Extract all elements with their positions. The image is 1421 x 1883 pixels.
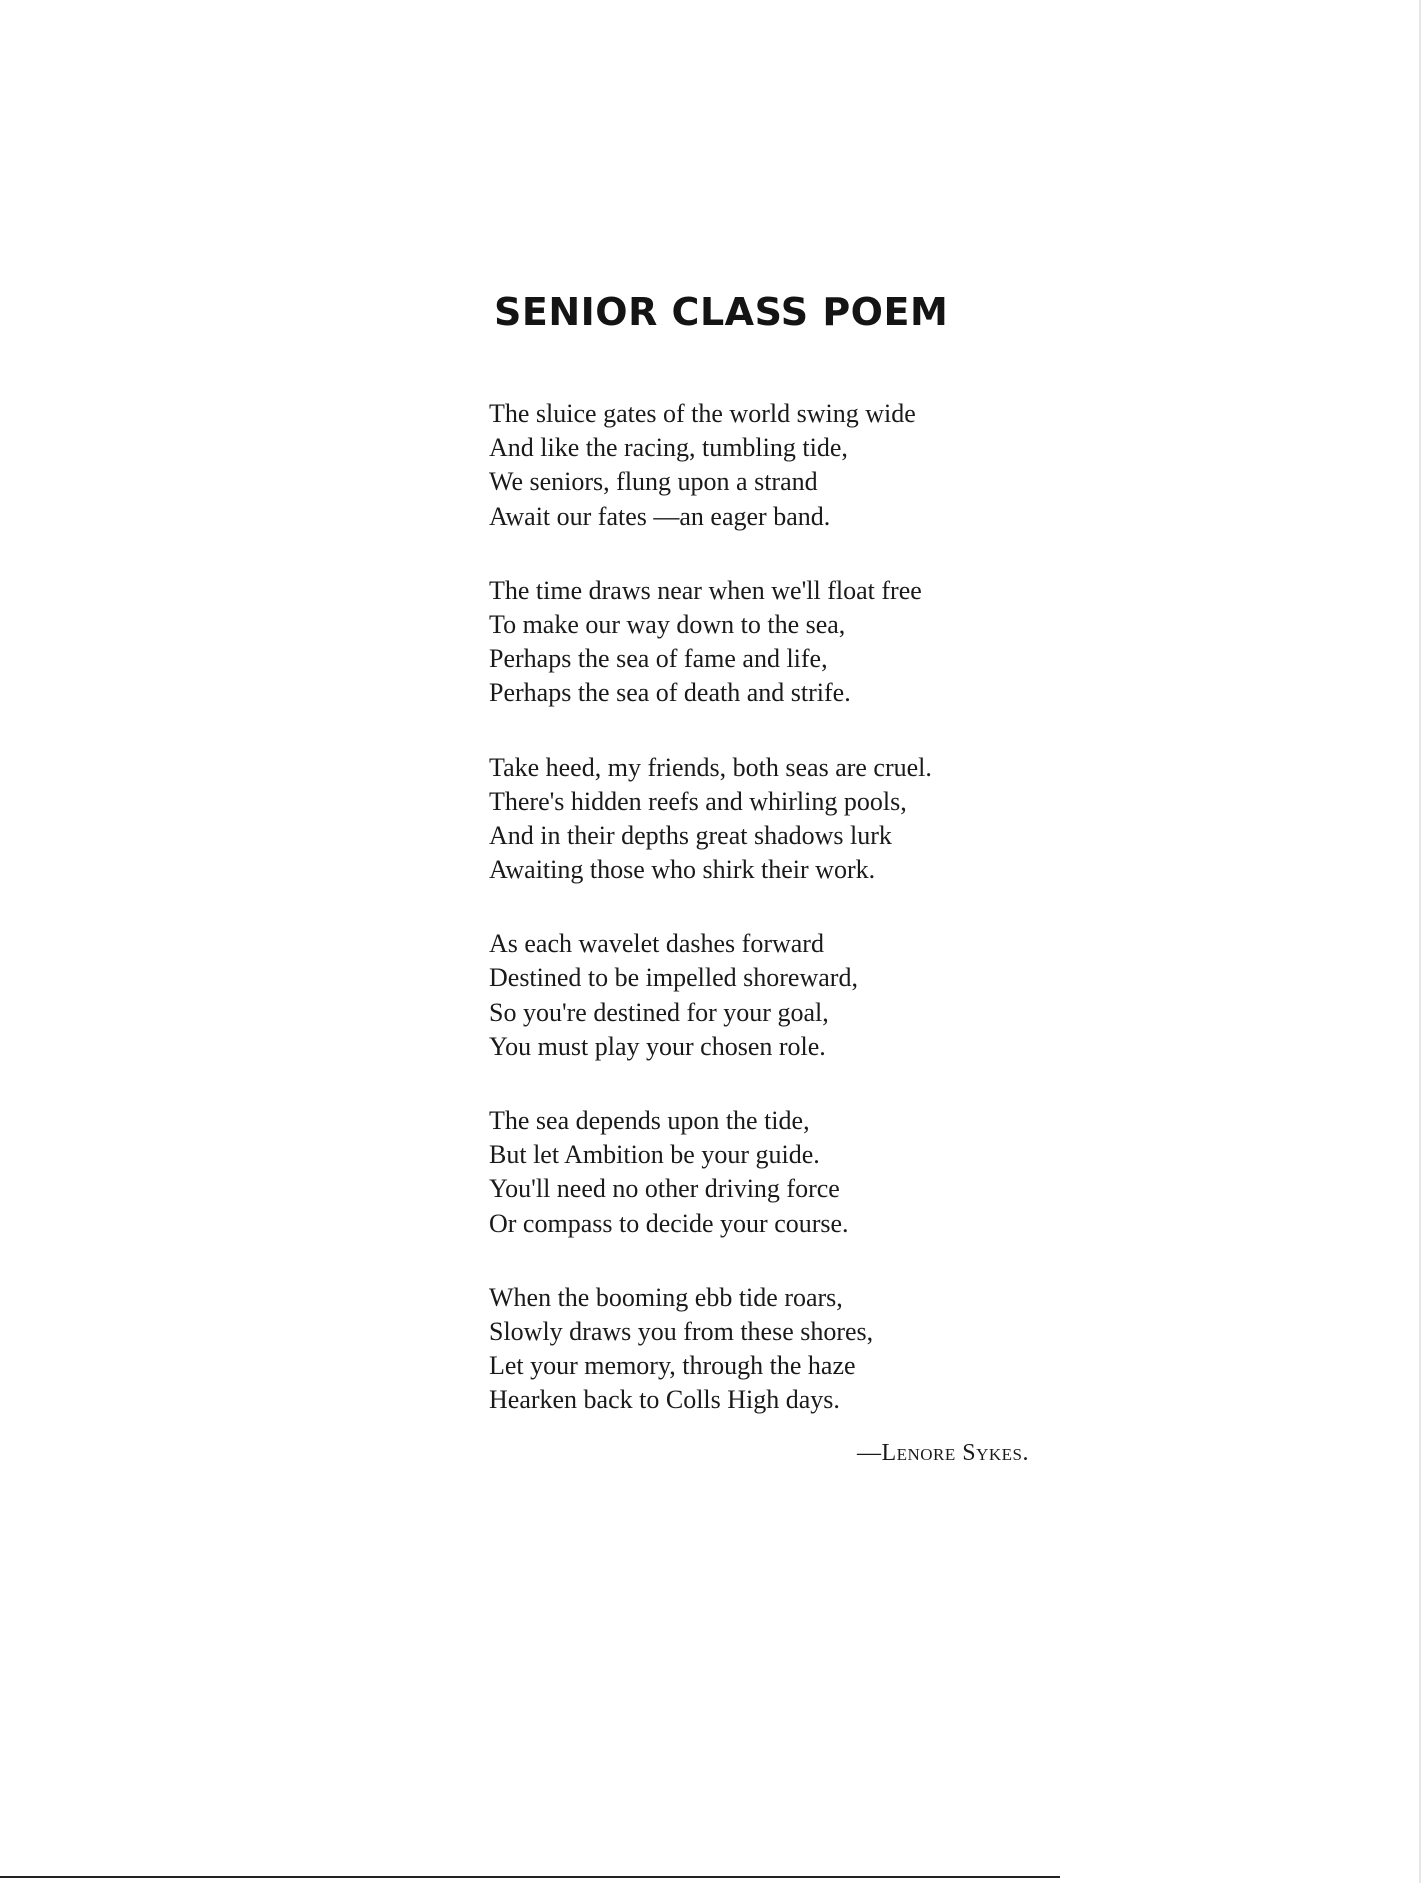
poem-body: [489, 397, 1049, 1458]
poem-line: The time draws near when we'll float free: [489, 575, 922, 605]
poem-line: Destined to be impelled shoreward,: [489, 963, 858, 993]
poem-line: Hearken back to Colls High days.: [489, 1385, 840, 1415]
poem-line: Let your memory, through the haze: [489, 1351, 856, 1381]
poem-line: Awaiting those who shirk their work.: [489, 855, 876, 885]
poem-line: And in their depths great shadows lurk: [489, 820, 892, 850]
poem-line: Slowly draws you from these shores,: [489, 1316, 874, 1346]
poem-line: To make our way down to the sea,: [489, 609, 846, 639]
scan-edge-line: [0, 1876, 1060, 1878]
poem-line: But let Ambition be your guide.: [489, 1140, 820, 1170]
poem-line: When the booming ebb tide roars,: [489, 1282, 843, 1312]
poem-line: As each wavelet dashes forward: [489, 929, 824, 959]
stanza-4: [489, 927, 1049, 1064]
stanza-2: [489, 574, 1049, 711]
poem-line: The sluice gates of the world swing wide: [489, 399, 916, 428]
poem-line: Take heed, my friends, both seas are cruel.: [489, 752, 932, 782]
stanza-6: [489, 1281, 1049, 1418]
poem-line: Perhaps the sea of fame and life,: [489, 644, 828, 674]
poem-line: Perhaps the sea of death and strife.: [489, 678, 851, 708]
poem-line: Await our fates —an eager band.: [489, 501, 831, 531]
stanza-5: [489, 1104, 1049, 1241]
poem-line: Or compass to decide your course.: [489, 1208, 849, 1238]
poem-line: You'll need no other driving force: [489, 1174, 840, 1204]
stanza-1: [489, 397, 1049, 534]
poem-line: You must play your chosen role.: [489, 1031, 826, 1061]
poem-line: We seniors, flung upon a strand: [489, 467, 818, 497]
poem-line: There's hidden reefs and whirling pools,: [489, 786, 907, 816]
poem-title: SENIOR CLASS POEM: [494, 290, 949, 334]
poem-line: And like the racing, tumbling tide,: [489, 433, 848, 463]
poem-line: The sea depends upon the tide,: [489, 1106, 810, 1135]
author-signature: —Lenore Sykes.: [856, 1440, 1029, 1466]
stanza-3: [489, 751, 1049, 888]
poem-line: So you're destined for your goal,: [489, 997, 829, 1027]
